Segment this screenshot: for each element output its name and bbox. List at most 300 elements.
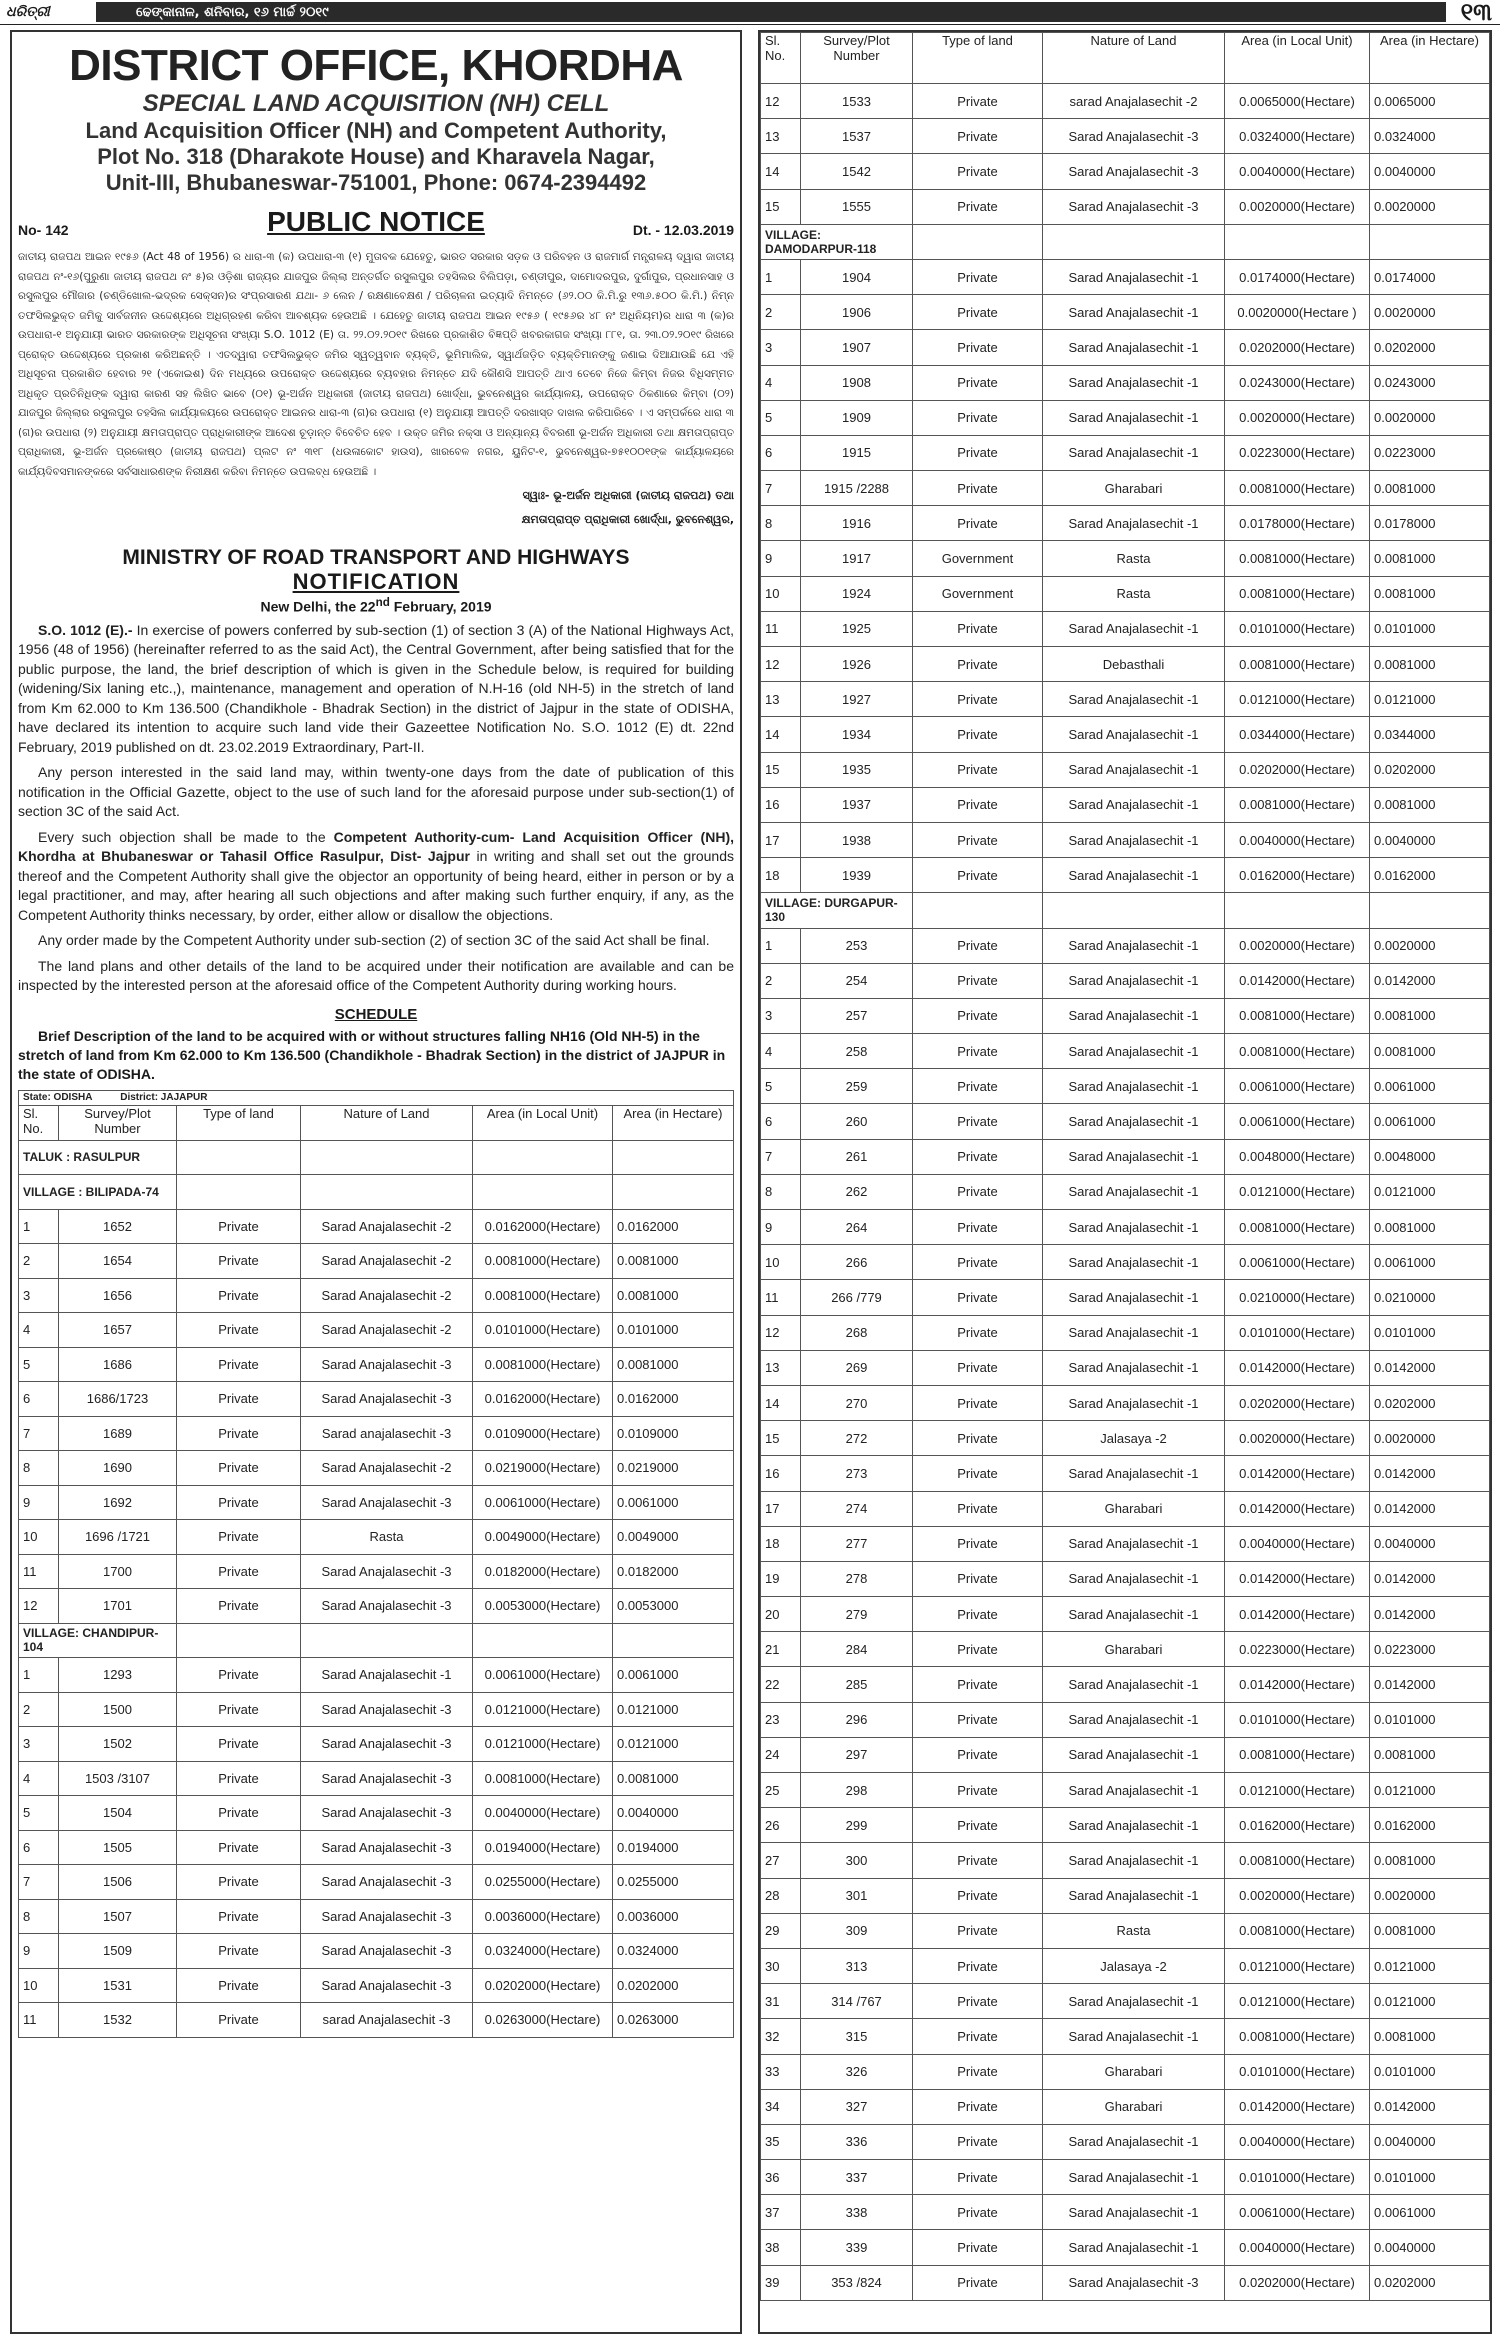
cell-nature: Sarad Anajalasechit -3 (301, 1899, 473, 1934)
cell-survey: 1909 (801, 400, 913, 435)
cell-area-local: 0.0121000(Hectare) (1225, 1984, 1370, 2019)
cell-nature: Sarad Anajalasechit -1 (1043, 1702, 1225, 1737)
cell-nature: Jalasaya -2 (1043, 1948, 1225, 1983)
cell-nature: Rasta (301, 1520, 473, 1555)
table-row (761, 1245, 1490, 1280)
cell-sl: 21 (761, 1632, 801, 1667)
cell-survey: 299 (801, 1808, 913, 1843)
cell-sl: 9 (19, 1934, 59, 1969)
cell-sl: 3 (761, 998, 801, 1033)
cell-nature: Sarad Anajalasechit -1 (1043, 1139, 1225, 1174)
signature-line-2: କ୍ଷମତାପ୍ରାପ୍ତ ପ୍ରାଧିକାରୀ ଖୋର୍ଦ୍ଧା, ଭୁବନେଶ୍ୱର, (521, 513, 734, 526)
table-row (761, 1210, 1490, 1245)
cell-nature: Sarad Anajalasechit -1 (1043, 1773, 1225, 1808)
cell-area-hectare: 0.0081000 (1370, 1034, 1490, 1069)
cell-area-local: 0.0061000(Hectare) (473, 1658, 613, 1693)
col-header-area-local: Area (in Local Unit) (1225, 33, 1370, 84)
table-row (761, 1421, 1490, 1456)
cell-area-local: 0.0101000(Hectare) (1225, 1315, 1370, 1350)
cell-sl: 6 (19, 1382, 59, 1417)
table-row (19, 1382, 734, 1417)
cell-area-local: 0.0121000(Hectare) (1225, 1174, 1370, 1209)
state-district-bar (19, 1090, 734, 1105)
date-band (96, 2, 1446, 22)
cell-sl: 34 (761, 2089, 801, 2124)
cell-area-local: 0.0081000(Hectare) (1225, 1034, 1370, 1069)
cell-type: Private (177, 1761, 301, 1796)
cell-area-local: 0.0142000(Hectare) (1225, 1350, 1370, 1385)
cell-sl: 7 (19, 1416, 59, 1451)
cell-area-local: 0.0053000(Hectare) (473, 1589, 613, 1624)
cell-area-local: 0.0020000(Hectare) (1225, 928, 1370, 963)
cell-survey: 270 (801, 1385, 913, 1420)
schedule-description: Brief Description of the land to be acquired with or without structures falling NH16 (Old NH-5) in the stretch of land from Km 62.000 to Km 136.500 (Chandikhole - Bhadrak Section) in the district of JAJPUR in the state of ODISHA. (18, 1027, 726, 1082)
cell-area-hectare: 0.0182000 (613, 1554, 734, 1589)
newspaper-logo: ଧରିତ୍ରୀ (6, 4, 50, 20)
cell-survey: 1509 (59, 1934, 177, 1969)
cell-type: Private (913, 752, 1043, 787)
cell-type: Private (913, 506, 1043, 541)
cell-area-hectare: 0.0061000 (613, 1485, 734, 1520)
cell-area-local: 0.0142000(Hectare) (1225, 1491, 1370, 1526)
cell-area-local: 0.0101000(Hectare) (473, 1313, 613, 1348)
left-table-header-row (19, 1105, 734, 1140)
empty-cell (913, 893, 1043, 928)
cell-area-hectare: 0.0223000 (1370, 1632, 1490, 1667)
cell-sl: 10 (19, 1520, 59, 1555)
cell-type: Private (177, 1347, 301, 1382)
empty-cell (613, 1175, 734, 1210)
cell-area-hectare: 0.0210000 (1370, 1280, 1490, 1315)
address-line-3: Unit-III, Bhubaneswar-751001, Phone: 0674-2394492 (105, 170, 647, 195)
cell-type: Private (913, 2054, 1043, 2089)
cell-sl: 10 (19, 1968, 59, 2003)
cell-sl: 25 (761, 1773, 801, 1808)
cell-sl: 14 (761, 154, 801, 189)
cell-type: Private (913, 858, 1043, 893)
cell-nature: Sarad Anajalasechit -1 (1043, 1456, 1225, 1491)
table-row (761, 1878, 1490, 1913)
cell-survey: 274 (801, 1491, 913, 1526)
cell-survey: 1917 (801, 541, 913, 576)
table-row (761, 365, 1490, 400)
cell-nature: Rasta (1043, 541, 1225, 576)
cell-area-local: 0.0101000(Hectare) (1225, 1702, 1370, 1737)
cell-type: Private (913, 84, 1043, 119)
table-row (761, 154, 1490, 189)
cell-nature: Sarad Anajalasechit -3 (301, 1727, 473, 1762)
cell-area-hectare: 0.0061000 (1370, 1069, 1490, 1104)
cell-area-local: 0.0048000(Hectare) (1225, 1139, 1370, 1174)
cell-sl: 8 (761, 506, 801, 541)
table-row (19, 1520, 734, 1555)
cell-sl: 9 (19, 1485, 59, 1520)
table-row (761, 1069, 1490, 1104)
cell-survey: 1926 (801, 647, 913, 682)
cell-type: Private (913, 2160, 1043, 2195)
cell-nature: Sarad Anajalasechit -1 (1043, 1174, 1225, 1209)
cell-area-local: 0.0223000(Hectare) (1225, 1632, 1370, 1667)
cell-survey: 1915 /2288 (801, 471, 913, 506)
cell-survey: 1937 (801, 787, 913, 822)
table-row (761, 611, 1490, 646)
col-header-nature: Nature of Land (301, 1105, 473, 1140)
cell-sl: 15 (761, 189, 801, 224)
cell-sl: 17 (761, 822, 801, 857)
cell-nature: Sarad Anajalasechit -1 (1043, 259, 1225, 294)
cell-area-local: 0.0061000(Hectare) (1225, 1104, 1370, 1139)
so-number: S.O. 1012 (E).- (38, 621, 133, 638)
cell-survey: 1505 (59, 1830, 177, 1865)
cell-sl: 10 (761, 1245, 801, 1280)
cell-sl: 12 (761, 647, 801, 682)
cell-area-hectare: 0.0081000 (613, 1278, 734, 1313)
cell-nature: Sarad Anajalasechit -2 (301, 1278, 473, 1313)
cell-area-local: 0.0162000(Hectare) (1225, 1808, 1370, 1843)
place-date (18, 596, 734, 615)
table-row (761, 1280, 1490, 1315)
cell-area-hectare: 0.0049000 (613, 1520, 734, 1555)
cell-area-local: 0.0081000(Hectare) (1225, 2019, 1370, 2054)
cell-area-hectare: 0.0344000 (1370, 717, 1490, 752)
cell-area-local: 0.0121000(Hectare) (1225, 682, 1370, 717)
cell-type: Private (177, 1830, 301, 1865)
cell-sl: 15 (761, 1421, 801, 1456)
cell-area-local: 0.0061000(Hectare) (1225, 2195, 1370, 2230)
cell-nature: Sarad Anajalasechit -2 (301, 1451, 473, 1486)
ministry-title: MINISTRY OF ROAD TRANSPORT AND HIGHWAYS (122, 546, 630, 569)
cell-area-hectare: 0.0065000 (1370, 84, 1490, 119)
cell-sl: 1 (761, 928, 801, 963)
cell-area-hectare: 0.0020000 (1370, 1878, 1490, 1913)
cell-nature: Sarad Anajalasechit -3 (301, 1347, 473, 1382)
cell-area-local: 0.0202000(Hectare) (1225, 1385, 1370, 1420)
cell-sl: 8 (19, 1451, 59, 1486)
cell-survey: 258 (801, 1034, 913, 1069)
cell-area-hectare: 0.0040000 (1370, 1526, 1490, 1561)
table-row (761, 858, 1490, 893)
cell-nature: Sarad Anajalasechit -1 (1043, 1280, 1225, 1315)
cell-area-hectare: 0.0101000 (1370, 2054, 1490, 2089)
table-row (761, 1597, 1490, 1632)
cell-title: SPECIAL LAND ACQUISITION (NH) CELL (142, 90, 610, 117)
cell-type: Private (913, 822, 1043, 857)
cell-area-local: 0.0020000(Hectare ) (1225, 295, 1370, 330)
cell-nature: Sarad Anajalasechit -1 (1043, 787, 1225, 822)
cell-type: Private (913, 1948, 1043, 1983)
cell-area-hectare: 0.0202000 (1370, 2265, 1490, 2300)
cell-type: Private (913, 1139, 1043, 1174)
cell-area-hectare: 0.0219000 (613, 1451, 734, 1486)
cell-type: Private (177, 1416, 301, 1451)
cell-type: Private (913, 2195, 1043, 2230)
table-row (761, 330, 1490, 365)
cell-nature: Sarad anajalasechit -3 (301, 1416, 473, 1451)
cell-sl: 30 (761, 1948, 801, 1983)
cell-nature: Sarad Anajalasechit -3 (301, 1589, 473, 1624)
cell-survey: 296 (801, 1702, 913, 1737)
table-row (19, 1451, 734, 1486)
cell-type: Private (177, 1278, 301, 1313)
cell-area-hectare: 0.0081000 (1370, 541, 1490, 576)
cell-sl: 7 (761, 471, 801, 506)
cell-sl: 24 (761, 1737, 801, 1772)
village-section-row (19, 1140, 734, 1175)
cell-area-hectare: 0.0081000 (1370, 1843, 1490, 1878)
paragraph-3-a: Every such objection shall be made to the (38, 828, 334, 845)
cell-area-hectare: 0.0109000 (613, 1416, 734, 1451)
table-row (761, 2054, 1490, 2089)
table-row (761, 787, 1490, 822)
odia-notice-body: ଜାତୀୟ ରାଜପଥ ଆଇନ ୧୯୫୬ (Act 48 of 1956) ର ଧାରା-୩ (କ) ଉପଧାରା-୩ (୧) ମୁତାବକ ଯେହେତୁ, ଭାରତ ସରକାର ସଡ଼କ ଓ ପରିବହନ ଓ ରାଜମାର୍ଗ ମନ୍ତ୍ରାଳୟ ଦ୍ୱାରା ଜାତୀୟ ରାଜପଥ ନଂ-୧୬(ପୁରୁଣା ଜାତୀୟ ରାଜପଥ ନଂ ୫)ର ଓଡ଼ିଶା ରାଜ୍ୟର ଯାଜପୁର ଜିଲ୍ଲା ଅନ୍ତର୍ଗତ ରସୁଲପୁର ତହସିଲର ବିଲିପଡ଼ା, ଚଣ୍ଡୀପୁର, ଦାମୋଦରପୁର, ଦୁର୍ଗାପୁର, ପ୍ରଧାନସାହ ଓ ରସୁଲପୁର ମୌଜାର (ଚଣ୍ଡିଖୋଲ-ଭଦ୍ରକ ସେକ୍ସନ)ର ସଂପ୍ରସାରଣ ଯଥା- ୬ ଲେନ / ରକ୍ଷଣାବେକ୍ଷଣ / ପରିଚାଳନା ଇତ୍ୟାଦି ନିମନ୍ତେ (୬୨.୦୦ କି.ମି.ରୁ ୧୩୬.୫୦୦ କି.ମି.) ନିମ୍ନ ତଫସିଲଭୁକ୍ତ ଜମିକୁ ସାର୍ବଜନୀନ ଉଦ୍ଦେଶ୍ୟରେ ଅଧିଗ୍ରହଣ କରିବା ଆବଶ୍ୟକ ହେଉଅଛି । ଯେହେତୁ ଜାତୀୟ ରାଜପଥ ଆଇନ ୧୯୫୬ ( ୧୯୫୬ର ୪୮ ନଂ ଅଧିନିୟମ)ର ଧାରା ୩ (କ)ର ଉପଧାରା-୧ ଅନୁଯାୟୀ ଭାରତ ସରକାରଙ୍କ ଅଧିସୂଚନା ସଂଖ୍ୟା S.O. 1012 (E) ତା. ୨୨.୦୨.୨୦୧୯ ରିଖରେ ପ୍ରକାଶିତ ବିଜ୍ଞପ୍ତି ଖବରକାଗଜ ସଂଖ୍ୟା ୮୮୧, ତା. ୨୩.୦୨.୨୦୧୯ ରିଖରେ ପ୍ରୋକ୍ତ ଉଦ୍ଦେଶ୍ୟରେ ପ୍ରକାଶ କରିଅଛନ୍ତି । ଏତଦ୍ୱାରା ତଫସିଲଭୁକ୍ତ ଜମିର ସ୍ୱତ୍ୱବାନ ବ୍ୟକ୍ତି, ଭୂମିମାଲିକ, ସ୍ୱାର୍ଥଜଡ଼ିତ ବ୍ୟକ୍ତିମାନଙ୍କୁ ଜଣାଇ ଦିଆଯାଉଛି ଯେ ଏହି ଅଧିସୂଚନା ପ୍ରକାଶିତ ହେବାର ୨୧ (ଏକୋଇଶ) ଦିନ ମଧ୍ୟରେ ଉପରୋକ୍ତ ଉଦ୍ଦେଶ୍ୟରେ ବ୍ୟବହାର ନିମନ୍ତେ ଯଦି କୌଣସି ଆପତ୍ତି ଥାଏ ତେବେ ନିଜେ କିମ୍ବା ନିଜର ବିଧିସମ୍ମତ ଅଧିକୃତ ପ୍ରତିନିଧିଙ୍କ ଦ୍ୱାରା କାରଣ ସହ ଲିଖିତ ଭାବେ (୦୧) ଭୂ-ଅର୍ଜନ ଅଧିକାରୀ (ଜାତୀୟ ରାଜପଥ) ଖୋର୍ଦ୍ଧା, ଭୁବନେଶ୍ୱର କାର୍ଯ୍ୟାଳୟ, ଉପରୋକ୍ତ ଠିକଣାରେ କିମ୍ବା (୦୨) ଯାଜପୁର ଜିଲ୍ଲାର ରସୁଲପୁର ତହସିଲ କାର୍ଯ୍ୟାଳୟରେ ଉପରୋକ୍ତ ଆଇନର ଧାରା-୩ (ଗ)ର ଉପଧାରା (୧) ଅନୁଯାୟୀ ଆପତ୍ତି ଦରଖାସ୍ତ ଦାଖଲ କରିପାରିବେ । ଏ ସମ୍ପର୍କରେ ଧାରା ୩ (ଗ)ର ଉପଧାରା (୨) ଅନୁଯାୟୀ କ୍ଷମତାପ୍ରାପ୍ତ ପ୍ରାଧିକାରୀଙ୍କ ଆଦେଶ ଚୂଡ଼ାନ୍ତ ବିବେଚିତ ହେବ । ଉକ୍ତ ଜମିର ନକ୍ସା ଓ ଅନ୍ୟାନ୍ୟ ବିବରଣୀ ଭୂ-ଅର୍ଜନ ଅଧିକାରୀ ତଥା କ୍ଷମତାପ୍ରାପ୍ତ ପ୍ରାଧିକାରୀ, ଭୂ-ଅର୍ଜନ ପ୍ରକୋଷ୍ଠ (ଜାତୀୟ ରାଜପଥ) ପ୍ଲଟ ନଂ ୩୧୮ (ଧଉଳାକୋଟ ହାଉସ), ଖାରବେଳ ନଗର, ୟୁନିଟ-୧, ଭୁବନେଶ୍ୱର-୭୫୧୦୦୧ଙ୍କ କାର୍ଯ୍ୟାଳୟରେ କାର୍ଯ୍ୟଦିବସମାନଙ୍କରେ ସର୍ବସାଧାରଣଙ୍କ ନିରୀକ୍ଷଣ କରିବା ନିମନ୍ତେ ଉପଲବ୍ଧ ହେଉଅଛି । (18, 251, 735, 478)
cell-survey: 298 (801, 1773, 913, 1808)
cell-sl: 6 (761, 1104, 801, 1139)
empty-cell (613, 1140, 734, 1175)
table-row (19, 1727, 734, 1762)
village-section-row (761, 893, 1490, 928)
empty-cell (177, 1140, 301, 1175)
cell-type: Private (913, 1984, 1043, 2019)
cell-sl: 11 (761, 1280, 801, 1315)
table-row (19, 1589, 734, 1624)
table-row (761, 1526, 1490, 1561)
cell-nature: Sarad Anajalasechit -1 (1043, 822, 1225, 857)
cell-area-local: 0.0061000(Hectare) (473, 1485, 613, 1520)
cell-type: Private (177, 1899, 301, 1934)
cell-sl: 6 (761, 435, 801, 470)
table-row (761, 717, 1490, 752)
cell-sl: 22 (761, 1667, 801, 1702)
table-row (761, 822, 1490, 857)
cell-area-hectare: 0.0243000 (1370, 365, 1490, 400)
cell-area-local: 0.0162000(Hectare) (1225, 858, 1370, 893)
village-title: VILLAGE: DAMODARPUR-118 (761, 224, 913, 259)
cell-area-hectare: 0.0101000 (1370, 1702, 1490, 1737)
cell-area-hectare: 0.0174000 (1370, 259, 1490, 294)
cell-nature: Rasta (1043, 576, 1225, 611)
cell-sl: 13 (761, 119, 801, 154)
cell-nature: Gharabari (1043, 471, 1225, 506)
cell-area-hectare: 0.0194000 (613, 1830, 734, 1865)
cell-area-local: 0.0081000(Hectare) (1225, 576, 1370, 611)
cell-survey: 264 (801, 1210, 913, 1245)
table-row (761, 1984, 1490, 2019)
cell-area-hectare: 0.0053000 (613, 1589, 734, 1624)
table-row (761, 1385, 1490, 1420)
cell-area-local: 0.0101000(Hectare) (1225, 611, 1370, 646)
cell-sl: 12 (761, 84, 801, 119)
cell-type: Private (913, 611, 1043, 646)
cell-area-local: 0.0162000(Hectare) (473, 1382, 613, 1417)
table-row (761, 1456, 1490, 1491)
cell-area-hectare: 0.0162000 (613, 1209, 734, 1244)
table-row (761, 1737, 1490, 1772)
cell-survey: 314 /767 (801, 1984, 913, 2019)
cell-nature: Sarad Anajalasechit -1 (1043, 1245, 1225, 1280)
cell-sl: 2 (19, 1244, 59, 1279)
cell-sl: 11 (761, 611, 801, 646)
cell-survey: 1656 (59, 1278, 177, 1313)
cell-sl: 5 (761, 400, 801, 435)
cell-area-hectare: 0.0178000 (1370, 506, 1490, 541)
cell-type: Private (913, 963, 1043, 998)
table-row (19, 1899, 734, 1934)
cell-survey: 1689 (59, 1416, 177, 1451)
cell-area-hectare: 0.0020000 (1370, 400, 1490, 435)
village-title: VILLAGE: DURGAPUR-130 (761, 893, 913, 928)
cell-area-hectare: 0.0142000 (1370, 1491, 1490, 1526)
cell-sl: 10 (761, 576, 801, 611)
cell-nature: Sarad Anajalasechit -1 (1043, 1104, 1225, 1139)
cell-nature: Gharabari (1043, 1632, 1225, 1667)
cell-nature: Sarad Anajalasechit -1 (1043, 717, 1225, 752)
cell-survey: 1537 (801, 119, 913, 154)
cell-survey: 1908 (801, 365, 913, 400)
cell-area-hectare: 0.0020000 (1370, 189, 1490, 224)
cell-area-hectare: 0.0081000 (1370, 1737, 1490, 1772)
cell-area-hectare: 0.0081000 (1370, 647, 1490, 682)
cell-area-local: 0.0081000(Hectare) (1225, 1913, 1370, 1948)
cell-nature: sarad Anajalasechit -3 (301, 2003, 473, 2038)
cell-type: Private (913, 1808, 1043, 1843)
cell-nature: Sarad Anajalasechit -1 (1043, 365, 1225, 400)
cell-area-local: 0.0081000(Hectare) (1225, 647, 1370, 682)
cell-area-hectare: 0.0121000 (1370, 1948, 1490, 1983)
cell-survey: 1532 (59, 2003, 177, 2038)
address-line-2: Plot No. 318 (Dharakote House) and Kharavela Nagar, (97, 144, 655, 169)
cell-sl: 27 (761, 1843, 801, 1878)
cell-sl: 6 (19, 1830, 59, 1865)
cell-area-local: 0.0142000(Hectare) (1225, 1597, 1370, 1632)
cell-area-local: 0.0121000(Hectare) (1225, 1948, 1370, 1983)
cell-area-local: 0.0324000(Hectare) (1225, 119, 1370, 154)
public-notice-heading: PUBLIC NOTICE (267, 206, 485, 237)
col-header-area-local: Area (in Local Unit) (473, 1105, 613, 1140)
place-date-prefix: New Delhi, the 22 (260, 598, 376, 615)
cell-survey: 1938 (801, 822, 913, 857)
cell-area-local: 0.0142000(Hectare) (1225, 1561, 1370, 1596)
cell-sl: 23 (761, 1702, 801, 1737)
table-row (19, 1244, 734, 1279)
cell-area-local: 0.0081000(Hectare) (473, 1347, 613, 1382)
cell-nature: Sarad Anajalasechit -1 (1043, 1034, 1225, 1069)
cell-sl: 4 (19, 1313, 59, 1348)
cell-area-local: 0.0255000(Hectare) (473, 1865, 613, 1900)
place-date-suffix: February, 2019 (389, 598, 492, 615)
empty-cell (301, 1140, 473, 1175)
cell-area-hectare: 0.0081000 (613, 1761, 734, 1796)
table-row (761, 1702, 1490, 1737)
table-row (761, 2230, 1490, 2265)
table-row (761, 1104, 1490, 1139)
table-row (761, 400, 1490, 435)
cell-nature: Sarad Anajalasechit -3 (301, 1796, 473, 1831)
cell-survey: 1939 (801, 858, 913, 893)
cell-type: Private (177, 1244, 301, 1279)
cell-sl: 3 (19, 1727, 59, 1762)
cell-area-local: 0.0081000(Hectare) (1225, 998, 1370, 1033)
cell-area-hectare: 0.0061000 (613, 1658, 734, 1693)
cell-type: Private (913, 2124, 1043, 2159)
cell-nature: Sarad Anajalasechit -1 (1043, 1667, 1225, 1702)
page-number: ୧୩ (1460, 0, 1492, 26)
cell-survey: 277 (801, 1526, 913, 1561)
table-row (761, 189, 1490, 224)
cell-area-hectare: 0.0081000 (1370, 2019, 1490, 2054)
village-title: VILLAGE : BILIPADA-74 (19, 1175, 177, 1210)
cell-survey: 278 (801, 1561, 913, 1596)
cell-sl: 11 (19, 1554, 59, 1589)
cell-survey: 273 (801, 1456, 913, 1491)
cell-nature: Sarad Anajalasechit -3 (301, 1830, 473, 1865)
cell-nature: Sarad Anajalasechit -1 (1043, 611, 1225, 646)
cell-area-local: 0.0040000(Hectare) (1225, 2124, 1370, 2159)
cell-area-local: 0.0061000(Hectare) (1225, 1069, 1370, 1104)
table-row (19, 1865, 734, 1900)
cell-survey: 337 (801, 2160, 913, 2195)
cell-area-local: 0.0040000(Hectare) (1225, 154, 1370, 189)
cell-type: Private (913, 1843, 1043, 1878)
cell-nature: Sarad Anajalasechit -2 (301, 1209, 473, 1244)
cell-area-local: 0.0263000(Hectare) (473, 2003, 613, 2038)
cell-area-local: 0.0194000(Hectare) (473, 1830, 613, 1865)
right-table-body (761, 84, 1490, 2301)
cell-type: Private (913, 787, 1043, 822)
cell-area-local: 0.0142000(Hectare) (1225, 1456, 1370, 1491)
cell-nature: Sarad Anajalasechit -1 (1043, 2019, 1225, 2054)
village-section-row (19, 1175, 734, 1210)
cell-survey: 259 (801, 1069, 913, 1104)
cell-type: Private (177, 1658, 301, 1693)
cell-type: Private (913, 471, 1043, 506)
cell-nature: Sarad Anajalasechit -1 (1043, 682, 1225, 717)
cell-area-hectare: 0.0081000 (1370, 471, 1490, 506)
cell-area-hectare: 0.0263000 (613, 2003, 734, 2038)
table-row (761, 1632, 1490, 1667)
cell-type: Private (913, 647, 1043, 682)
cell-area-hectare: 0.0036000 (613, 1899, 734, 1934)
table-row (19, 1796, 734, 1831)
cell-sl: 12 (761, 1315, 801, 1350)
cell-survey: 1904 (801, 259, 913, 294)
cell-area-hectare: 0.0142000 (1370, 1561, 1490, 1596)
empty-cell (177, 1175, 301, 1210)
cell-sl: 18 (761, 858, 801, 893)
cell-sl: 9 (761, 1210, 801, 1245)
cell-sl: 1 (19, 1658, 59, 1693)
cell-area-hectare: 0.0040000 (613, 1796, 734, 1831)
empty-cell (1043, 224, 1225, 259)
cell-type: Private (913, 1385, 1043, 1420)
cell-nature: Sarad Anajalasechit -1 (1043, 1561, 1225, 1596)
cell-survey: 1502 (59, 1727, 177, 1762)
cell-nature: Sarad Anajalasechit -1 (1043, 1808, 1225, 1843)
cell-area-local: 0.0202000(Hectare) (1225, 752, 1370, 787)
cell-type: Private (913, 119, 1043, 154)
cell-area-local: 0.0061000(Hectare) (1225, 1245, 1370, 1280)
cell-nature: Gharabari (1043, 2089, 1225, 2124)
cell-area-hectare: 0.0101000 (1370, 1315, 1490, 1350)
cell-sl: 8 (761, 1174, 801, 1209)
cell-type: Government (913, 541, 1043, 576)
schedule-heading: SCHEDULE (334, 1005, 418, 1023)
cell-survey: 1924 (801, 576, 913, 611)
cell-type: Private (913, 1737, 1043, 1772)
cell-area-hectare: 0.0121000 (1370, 682, 1490, 717)
cell-sl: 7 (761, 1139, 801, 1174)
cell-survey: 1692 (59, 1485, 177, 1520)
cell-type: Private (913, 1174, 1043, 1209)
